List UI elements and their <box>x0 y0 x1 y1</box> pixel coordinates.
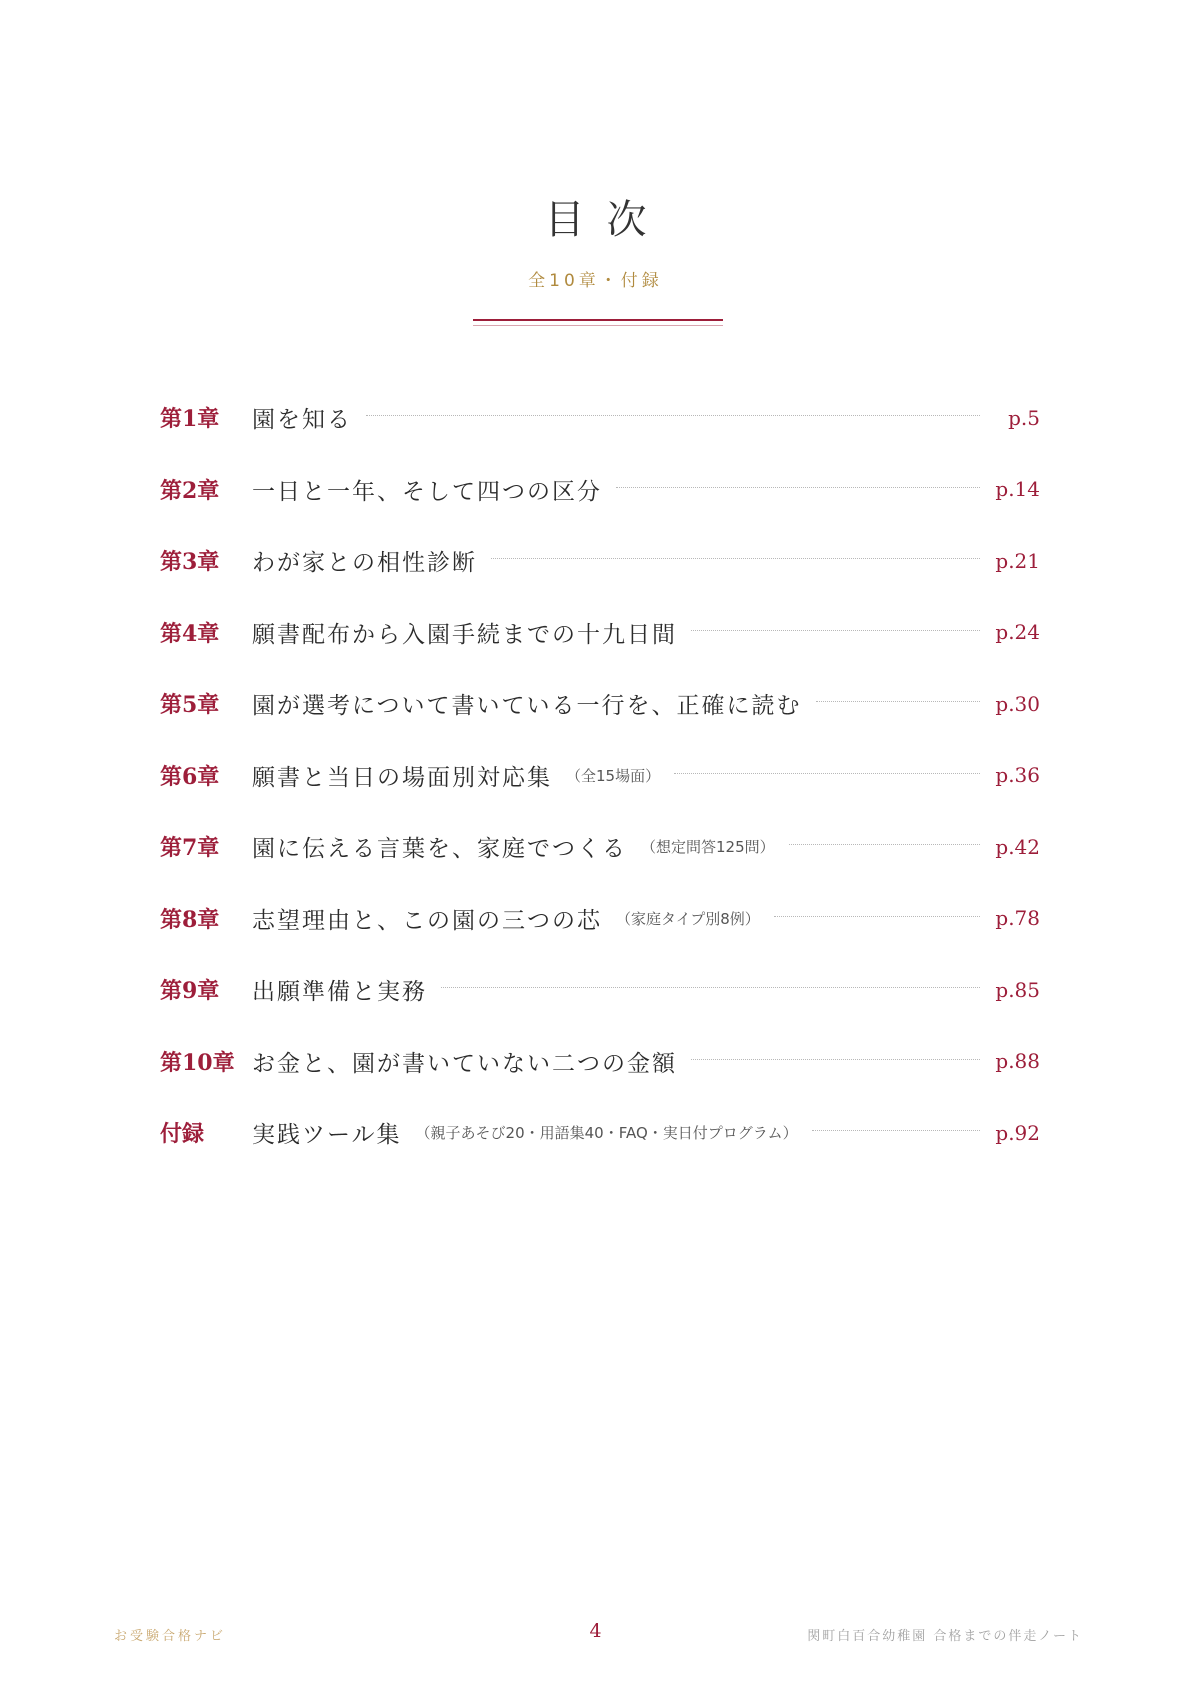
toc-dot-leader <box>674 773 980 774</box>
toc-page-number: p.78 <box>995 906 1040 931</box>
toc-chapter-label: 第8章 <box>160 906 220 933</box>
page-subtitle: 全10章・付録 <box>528 271 663 291</box>
toc-entry-title: 一日と一年、そして四つの区分 <box>252 478 602 505</box>
toc-dot-leader <box>816 701 980 702</box>
toc-chapter-label: 第1章 <box>160 406 220 433</box>
toc-entry-chapter-10[interactable] <box>160 1026 1040 1098</box>
toc-entry-title: 園を知る <box>252 407 352 434</box>
toc-chapter-label: 第6章 <box>160 763 220 790</box>
footer-document-title: 関町白百合幼稚園 合格までの伴走ノート <box>807 1629 1083 1644</box>
toc-dot-leader <box>441 987 980 988</box>
toc-page-number: p.42 <box>995 834 1040 859</box>
toc-entry-title: 願書と当日の場面別対応集 <box>252 764 552 791</box>
toc-dot-leader <box>491 558 980 559</box>
toc-page-number: p.30 <box>995 691 1040 716</box>
toc-entry-title: 出願準備と実務 <box>252 979 427 1006</box>
footer-page-number: 4 <box>589 1620 602 1642</box>
toc-page-number: p.92 <box>995 1120 1040 1145</box>
toc-entry-note: （家庭タイプ別8例） <box>616 909 760 928</box>
title-divider <box>473 319 723 326</box>
toc-dot-leader <box>366 415 980 416</box>
toc-entry-note: （親子あそび20・用語集40・FAQ・実日付プログラム） <box>415 1124 798 1143</box>
divider-line-primary <box>473 319 723 321</box>
toc-chapter-label: 第4章 <box>160 620 220 647</box>
toc-entry-title: わが家との相性診断 <box>252 550 477 577</box>
toc-chapter-label: 第10章 <box>160 1049 235 1076</box>
toc-page-number: p.36 <box>995 763 1040 788</box>
toc-chapter-label: 第7章 <box>160 835 220 862</box>
toc-dot-leader <box>691 630 980 631</box>
toc-entry-note: （想定問答125問） <box>641 838 775 857</box>
toc-entry-title: 園が選考について書いている一行を、正確に読む <box>252 693 802 720</box>
toc-chapter-label: 第2章 <box>160 477 220 504</box>
toc-entry-chapter-7[interactable] <box>160 811 1040 883</box>
toc-entry-title: 志望理由と、この園の三つの芯 <box>252 907 602 934</box>
toc-entry-chapter-5[interactable] <box>160 668 1040 740</box>
toc-entry-chapter-2[interactable] <box>160 454 1040 526</box>
toc-chapter-label: 付録 <box>160 1121 205 1148</box>
toc-chapter-label: 第9章 <box>160 978 220 1005</box>
table-of-contents <box>160 382 1040 1169</box>
toc-entry-chapter-9[interactable] <box>160 954 1040 1026</box>
toc-entry-chapter-4[interactable] <box>160 597 1040 669</box>
footer-brand: お受験合格ナビ <box>114 1629 227 1644</box>
toc-dot-leader <box>691 1059 980 1060</box>
toc-entry-chapter-1[interactable] <box>160 382 1040 454</box>
toc-entry-chapter-3[interactable] <box>160 525 1040 597</box>
toc-dot-leader <box>616 487 980 488</box>
toc-dot-leader <box>774 916 980 917</box>
toc-dot-leader <box>812 1130 980 1131</box>
toc-entry-title: 園に伝える言葉を、家庭でつくる <box>252 836 627 863</box>
toc-page-number: p.21 <box>995 548 1040 573</box>
toc-chapter-label: 第3章 <box>160 549 220 576</box>
toc-entry-chapter-8[interactable] <box>160 883 1040 955</box>
page-title: 目次 <box>544 197 669 243</box>
toc-entry-note: （全15場面） <box>566 766 661 785</box>
toc-entry-title: 実践ツール集 <box>252 1122 402 1149</box>
toc-chapter-label: 第5章 <box>160 692 220 719</box>
toc-page-number: p.5 <box>1008 405 1040 430</box>
toc-entry-title: 願書配布から入園手続までの十九日間 <box>252 621 677 648</box>
toc-entry-title: お金と、園が書いていない二つの金額 <box>252 1050 677 1077</box>
toc-dot-leader <box>789 844 980 845</box>
toc-page-number: p.85 <box>995 977 1040 1002</box>
toc-entry-appendix[interactable] <box>160 1097 1040 1169</box>
toc-page-number: p.88 <box>995 1049 1040 1074</box>
toc-page-number: p.14 <box>995 477 1040 502</box>
toc-entry-chapter-6[interactable] <box>160 740 1040 812</box>
toc-page-number: p.24 <box>995 620 1040 645</box>
divider-line-secondary <box>473 325 723 326</box>
